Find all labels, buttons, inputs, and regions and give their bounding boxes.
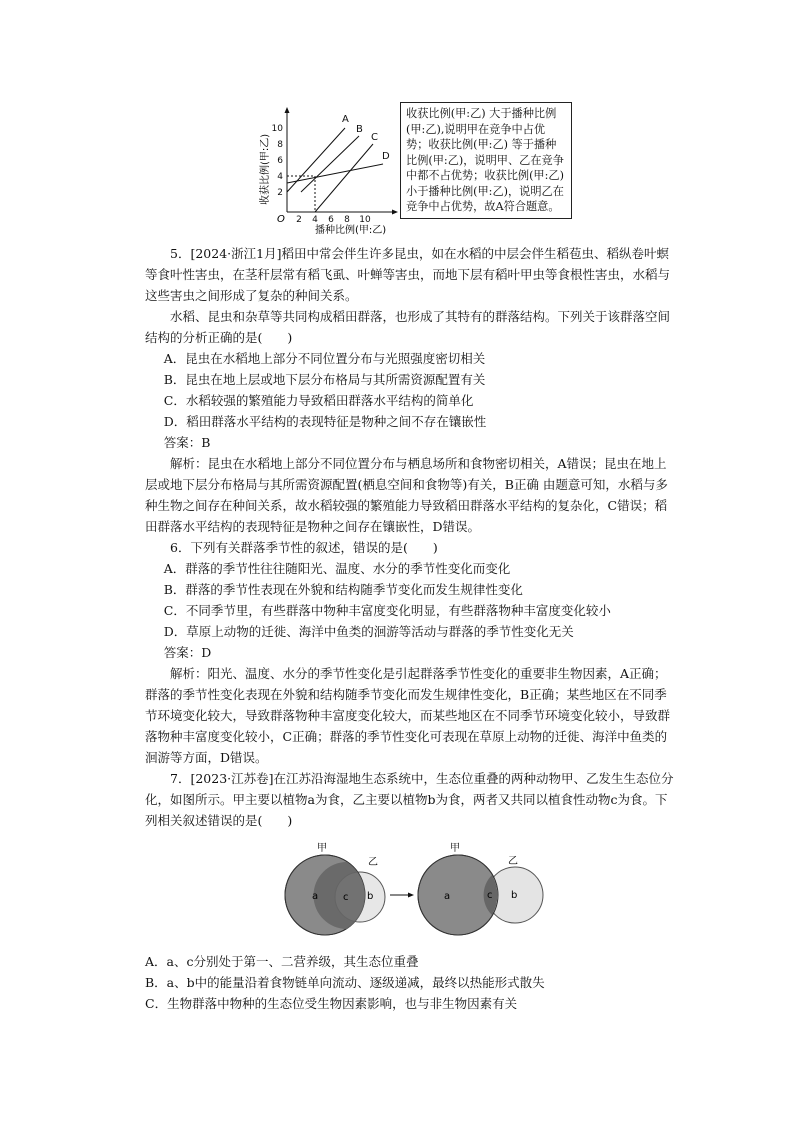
- q7-option-b: B．a、b中的能量沿着食物链单向流动、逐级递减，最终以热能形式散失: [145, 975, 545, 990]
- y-tick-label: 2: [277, 188, 283, 198]
- q5-option-b: B．昆虫在地上层或地下层分布格局与其所需资源配置有关: [163, 372, 486, 387]
- x-tick-label: 10: [359, 215, 371, 225]
- y-axis-arrow: [285, 107, 290, 113]
- q7-stem: 7．[2023·江苏卷]在江苏沿海湿地生态系统中，生态位重叠的两种动物甲、乙发生生态位分化，如图所示。甲主要以植物a为食，乙主要以植物b为食，两者又共同以植食性动物c为食。下列相关叙述错误的是( ): [145, 771, 674, 828]
- label-jia-right: 甲: [450, 843, 460, 854]
- line-label-A: A: [342, 114, 349, 125]
- q5-stem-2: 水稻、昆虫和杂草等共同构成稻田群落，也形成了其特有的群落结构。下列关于该群落空间结构的分析正确的是( ): [145, 309, 671, 345]
- y-tick-label: 10: [271, 124, 283, 134]
- q6-stem: 6．下列有关群落季节性的叙述，错误的是( ): [170, 540, 438, 555]
- label-c-right: c: [487, 890, 493, 901]
- q5-option-c: C．水稻较强的繁殖能力导致稻田群落水平结构的简单化: [163, 393, 474, 408]
- q7-options: [145, 951, 678, 1014]
- q5-stem: 5．[2024·浙江1月]稻田中常会伴生许多昆虫，如在水稻的中层会伴生稻苞虫、稻纵卷叶螟等食叶性害虫，在茎秆层常有稻飞虱、叶蝉等害虫，而地下层有稻叶甲虫等食根性害虫，水稻与这些害虫之间形成了复杂的种间关系。: [145, 246, 671, 303]
- q6-option-a: A．群落的季节性往往随阳光、温度、水分的季节性变化而变化: [163, 561, 511, 576]
- q6-answer: 答案：D: [163, 645, 212, 660]
- y-tick-label: 6: [277, 156, 283, 166]
- x-axis-arrow: [392, 210, 398, 215]
- x-tick-label: 6: [328, 215, 334, 225]
- q6-option-d: D．草原上动物的迁徙、海洋中鱼类的洄游等活动与群落的季节性变化无关: [163, 624, 574, 639]
- x-ticks: [296, 215, 371, 225]
- line-C: [315, 144, 373, 212]
- q7-option-c: C．生物群落中物种的生态位受生物因素影响，也与非生物因素有关: [145, 996, 518, 1011]
- label-yi-right: 乙: [508, 856, 518, 867]
- line-label-C: C: [371, 132, 378, 143]
- line-label-D: D: [382, 151, 390, 162]
- q5-answer: 答案：B: [163, 435, 211, 450]
- arrow-head-icon: [408, 893, 414, 898]
- x-axis-label: 播种比例(甲:乙): [315, 225, 387, 235]
- niche-differentiation-diagram: [280, 838, 560, 948]
- line-label-B: B: [356, 124, 363, 135]
- explanation-box: 收获比例(甲:乙) 大于播种比例(甲:乙),说明甲在竞争中占优势；收获比例(甲:乙) 等于播种比例(甲:乙)，说明甲、乙在竞争中都不占优势；收获比例(甲:乙)小于播种比例(甲:乙)，说明乙在竞争中占优势，故A符合题意。: [400, 102, 572, 219]
- q5-option-a: A．昆虫在水稻地上部分不同位置分布与光照强度密切相关: [163, 351, 486, 366]
- label-yi-left: 乙: [368, 857, 378, 868]
- label-a-left: a: [312, 891, 319, 902]
- label-b-right: b: [511, 890, 518, 901]
- q5-option-d: D．稻田群落水平结构的表现特征是物种之间不存在镶嵌性: [163, 414, 487, 429]
- question-content: [145, 243, 678, 831]
- y-tick-label: 4: [277, 172, 283, 182]
- y-axis-label: 收获比例(甲:乙): [260, 133, 271, 205]
- q7-option-a: A．a、c分别处于第一、二营养级，其生态位重叠: [145, 954, 419, 969]
- label-c-left: c: [343, 892, 349, 903]
- q6-analysis: 解析：阳光、温度、水分的季节性变化是引起群落季节性变化的重要非生物因素，A正确；群落的季节性变化表现在外貌和结构随季节变化而发生规律性变化，B正确；某些地区在不同季节环境变化较大，导致群落物种丰富度变化较大，而某些地区在不同季节环境变化较小，导致群落物种丰富度变化较小，C正确；群落的季节性变化可表现在草原上动物的迁徙、海洋中鱼类的洄游等方面，D错误。: [145, 666, 671, 765]
- label-jia-left: 甲: [317, 843, 327, 854]
- q6-option-b: B．群落的季节性表现在外貌和结构随季节变化而发生规律性变化: [163, 582, 523, 597]
- y-ticks: [272, 124, 284, 198]
- line-A: [287, 128, 345, 192]
- x-tick-label: 2: [296, 215, 302, 225]
- label-b-left: b: [367, 891, 374, 902]
- q6-option-c: C．不同季节里，有些群落中物种丰富度变化明显，有些群落物种丰富度变化较小: [163, 603, 611, 618]
- label-a-right: a: [444, 891, 451, 902]
- q5-analysis: 解析：昆虫在水稻地上部分不同位置分布与栖息场所和食物密切相关，A错误；昆虫在地上层或地下层分布格局与其所需资源配置(栖息空间和食物等)有关，B正确 由题意可知，水稻与多种生物之间存在种间关系，故水稻较强的繁殖能力导致稻田群落水平结构的复杂化，C错误；稻田群落水平结构的表现特征是物种之间存在镶嵌性，D错误。: [145, 456, 668, 534]
- x-tick-label: 4: [312, 215, 318, 225]
- line-D: [287, 164, 383, 183]
- origin-label: O: [277, 214, 285, 225]
- y-tick-label: 8: [277, 140, 283, 150]
- x-tick-label: 8: [344, 215, 350, 225]
